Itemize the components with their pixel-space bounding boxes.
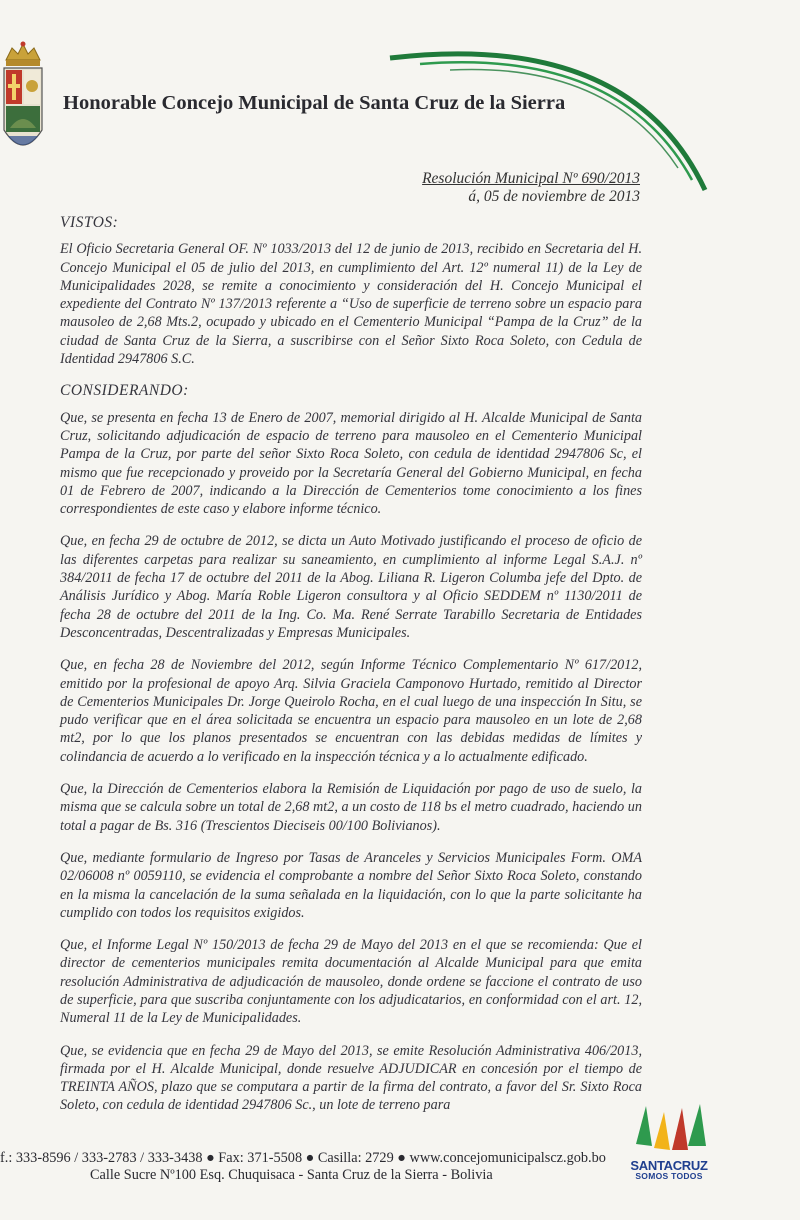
resolution-number: Resolución Municipal Nº 690/2013	[422, 170, 640, 187]
resolution-block	[422, 170, 640, 206]
santa-cruz-logo-icon	[628, 1096, 712, 1208]
considerando-paragraph: Que, se evidencia que en fecha 29 de Mayo del 2013, se emite Resolución Administrativa 406/2013, firmada por el H. Alcalde Municipal, donde resuelve ADJUDICAR en concesión por el tiempo de TREINTA AÑOS, plazo que se computara a partir de la firma del contrato, a favor del Sr. Sixto Roca Soleto, con cedula de identidad 2947806 Sc., un lote de terreno para	[60, 1042, 642, 1114]
considerando-paragraph: Que, el Informe Legal Nº 150/2013 de fecha 29 de Mayo del 2013 en el que se recomienda: Que el director de cementerios municipales remita documentación al Alcalde Municipal para que emita resolución Administrativa de adjudicación de mausoleo, donde ordene se faccione el contrato de uso de superficie, para que suscriba conjuntamente con los adjudicatarios, en conformidad con el art. 12, Numeral 11 de la Ley de Municipalidades.	[60, 937, 642, 1027]
logo-name: SANTACRUZ	[630, 1158, 708, 1173]
considerando-paragraph: Que, en fecha 28 de Noviembre del 2012, según Informe Técnico Complementario Nº 617/2012, emitido por la profesional de apoyo Arq. Silvia Graciela Camponovo Hurtado, remitido al Director de Cementerios Municipales Dr. Jorge Queirolo Rocha, en el cual luego de una inspección In Situ, se pudo verificar que en el área solicitada se encuentra un espacio para mausoleo en un lote de 2,68 mt2, por lo que los planos presentados se encuentran con las debidas medidas de límites y colindancia de acuerdo a lo verificado en la inspección técnica y a lo actualmente edificado.	[60, 657, 642, 765]
considerando-paragraph: Que, en fecha 29 de octubre de 2012, se dicta un Auto Motivado justificando el proceso de oficio de las diferentes carpetas para realizar su saneamiento, en cumplimiento al informe Legal S.A.J. nº 384/2011 de fecha 17 de octubre del 2011 de la Abog. Liliana R. Ligeron Columba jefe del Dpto. de Análisis Jurídico y Abog. María Roble Ligeron consultora y al Oficio SEDDEM nº 1130/2011 de fecha 28 de octubre del 2011 de la Ing. Co. Ma. René Serrate Tarabillo Secretaria de Entidades Desconcentradas, Descentralizadas y Empresas Municipales.	[60, 533, 642, 641]
resolution-date: á, 05 de noviembre de 2013	[468, 188, 640, 205]
logo-slogan: SOMOS TODOS	[635, 1171, 703, 1181]
vistos-heading: VISTOS:	[60, 214, 119, 231]
considerando-heading: CONSIDERANDO:	[60, 382, 189, 400]
considerando-paragraph: Que, mediante formulario de Ingreso por Tasas de Aranceles y Servicios Municipales Form. OMA 02/06008 nº 0059110, se evidencia el comprobante a nombre del Señor Sixto Roca Soleto, constando en la misma la cancelación de la suma señalada en la liquidación, con lo que la parte solicitante ha cumplido con todos los requisitos exigidos.	[60, 849, 642, 921]
document-body	[60, 214, 642, 1129]
considerando-paragraph: Que, la Dirección de Cementerios elabora la Remisión de Liquidación por pago de uso de suelo, la misma que se calcula sobre un total de 2,68 mt2, a un costo de 118 bs el metro cuadrado, haciendo un total a pagar de Bs. 316 (Trescientos Dieciseis 00/100 Bolivianos).	[60, 781, 642, 834]
vistos-paragraph: El Oficio Secretaria General OF. Nº 1033/2013 del 12 de junio de 2013, recibido en Secretaria del H. Concejo Municipal el 05 de julio del 2013, en cumplimiento del Art. 12º numeral 11) de la Ley de Municipalidades 2028, se remite a conocimiento y consideración del H. Concejo Municipal el expediente del Contrato Nº 137/2013 referente a “Uso de superficie de terreno sobre un espacio para mausoleo de 2,68 Mts.2, ocupado y ubicado en el Cementerio Municipal “Pampa de la Cruz” de la ciudad de Santa Cruz de la Sierra, a suscribirse con el Señor Sixto Roca Soleto, con Cedula de Identidad 2947806 S.C.	[60, 241, 642, 368]
footer-address: Calle Sucre Nº100 Esq. Chuquisaca - Santa Cruz de la Sierra - Bolivia	[90, 1167, 493, 1183]
institution-title: Honorable Concejo Municipal de Santa Cruz de la Sierra	[63, 92, 566, 114]
santa-cruz-logo-text	[628, 1158, 710, 1181]
coat-of-arms-icon	[2, 38, 44, 160]
footer-contact: f.: 333-8596 / 333-2783 / 333-3438 ● Fax: 371-5508 ● Casilla: 2729 ● www.concejomunicipalscz.gob.bo	[0, 1150, 606, 1166]
considerando-paragraph: Que, se presenta en fecha 13 de Enero de 2007, memorial dirigido al H. Alcalde Municipal de Santa Cruz, solicitando adjudicación de espacio de terreno para mausoleo en el Cementerio Municipal Pampa de la Cruz, por parte del señor Sixto Roca Soleto, con cedula de identidad 2947806 Sc, el mismo que fue recepcionado y proveido por la Secretaría General del Gobierno Municipal, en fecha 01 de Febrero de 2007, indicando a la Dirección de Cementerios tome conocimiento a los fines correspondientes de este caso y elabore informe técnico.	[60, 409, 642, 518]
